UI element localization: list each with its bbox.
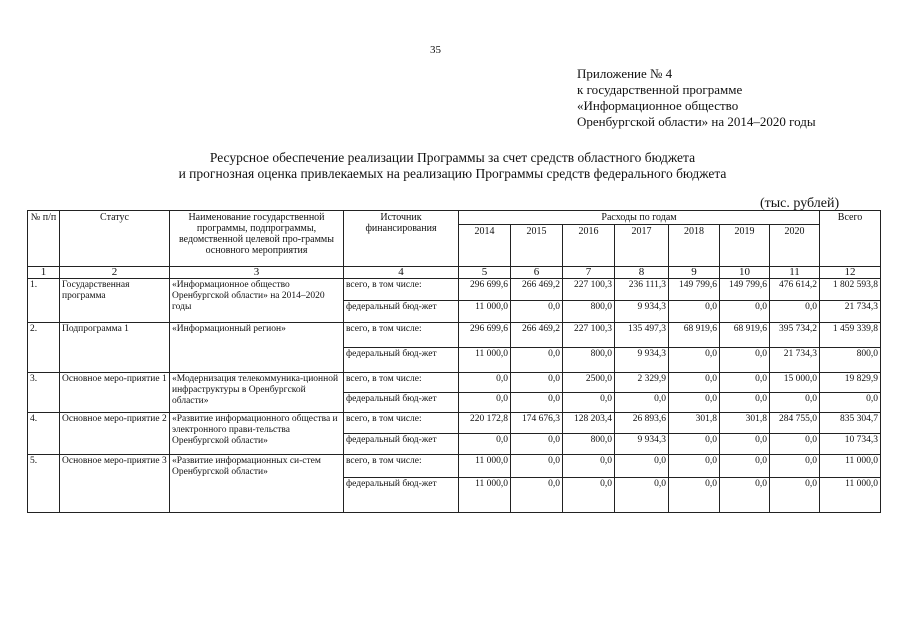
col-index: 9	[669, 267, 720, 279]
row-status: Основное меро-приятие 3	[60, 455, 170, 513]
row-year-value: 128 203,4	[563, 413, 615, 434]
row-num: 1.	[28, 279, 60, 323]
col-index: 10	[720, 267, 770, 279]
row-year-value: 0,0	[511, 455, 563, 478]
row-year-value: 0,0	[459, 373, 511, 393]
row-status: Основное меро-приятие 1	[60, 373, 170, 413]
row-source: всего, в том числе:	[344, 455, 459, 478]
row-year-value: 800,0	[563, 434, 615, 455]
col-index: 5	[459, 267, 511, 279]
row-name: «Развитие информационных си-стем Оренбургской области»	[170, 455, 344, 513]
row-year-value: 174 676,3	[511, 413, 563, 434]
header-name: Наименование государственной программы, подпрограммы, ведомственной целевой про-граммы основного мероприятия	[170, 211, 344, 267]
row-year-value: 284 755,0	[770, 413, 820, 434]
row-source: всего, в том числе:	[344, 373, 459, 393]
row-year-value: 236 111,3	[615, 279, 669, 301]
row-year-value: 68 919,6	[720, 323, 770, 348]
row-year-value: 11 000,0	[459, 301, 511, 323]
row-year-value: 0,0	[511, 301, 563, 323]
row-year-value: 0,0	[770, 434, 820, 455]
row-year-value: 0,0	[669, 455, 720, 478]
row-total-value: 800,0	[820, 348, 881, 373]
row-source: федеральный бюд-жет	[344, 478, 459, 513]
row-total-value: 11 000,0	[820, 455, 881, 478]
row-num: 3.	[28, 373, 60, 413]
header-source: Источник финансирования	[344, 211, 459, 267]
table-row	[28, 413, 881, 434]
row-year-value: 476 614,2	[770, 279, 820, 301]
row-year-value: 0,0	[459, 434, 511, 455]
row-year-value: 0,0	[669, 348, 720, 373]
row-year-value: 0,0	[770, 393, 820, 413]
row-year-value: 135 497,3	[615, 323, 669, 348]
col-index: 11	[770, 267, 820, 279]
row-year-value: 0,0	[669, 434, 720, 455]
row-year-value: 0,0	[511, 373, 563, 393]
budget-table	[27, 210, 881, 513]
header-num: № п/п	[28, 211, 60, 267]
row-name: «Развитие информационного общества и электронного прави-тельства Оренбургской области»	[170, 413, 344, 455]
row-year-value: 301,8	[669, 413, 720, 434]
row-year-value: 2500,0	[563, 373, 615, 393]
row-source: федеральный бюд-жет	[344, 434, 459, 455]
row-name: «Модернизация телекоммуника-ционной инфраструктуры в Оренбургской области»	[170, 373, 344, 413]
row-total-value: 21 734,3	[820, 301, 881, 323]
column-index-row	[28, 267, 881, 279]
row-year-value: 0,0	[615, 455, 669, 478]
header-year: 2015	[511, 225, 563, 267]
row-year-value: 21 734,3	[770, 348, 820, 373]
row-year-value: 0,0	[720, 393, 770, 413]
col-index: 7	[563, 267, 615, 279]
col-index: 4	[344, 267, 459, 279]
header-status: Статус	[60, 211, 170, 267]
row-year-value: 395 734,2	[770, 323, 820, 348]
row-year-value: 26 893,6	[615, 413, 669, 434]
row-year-value: 68 919,6	[669, 323, 720, 348]
table-header-row	[28, 211, 881, 225]
row-year-value: 0,0	[770, 301, 820, 323]
row-num: 4.	[28, 413, 60, 455]
col-index: 6	[511, 267, 563, 279]
appendix-line: Оренбургской области» на 2014–2020 годы	[577, 114, 816, 129]
row-year-value: 0,0	[615, 478, 669, 513]
row-status: Подпрограмма 1	[60, 323, 170, 373]
header-year: 2019	[720, 225, 770, 267]
col-index: 12	[820, 267, 881, 279]
row-total-value: 19 829,9	[820, 373, 881, 393]
header-year: 2020	[770, 225, 820, 267]
row-year-value: 9 934,3	[615, 434, 669, 455]
row-year-value: 9 934,3	[615, 348, 669, 373]
header-year: 2016	[563, 225, 615, 267]
header-total: Всего	[820, 211, 881, 267]
row-year-value: 11 000,0	[459, 478, 511, 513]
row-year-value: 0,0	[563, 478, 615, 513]
table-row	[28, 323, 881, 348]
title-line: Ресурсное обеспечение реализации Программы за счет средств областного бюджета	[209, 150, 696, 165]
col-index: 3	[170, 267, 344, 279]
row-source: всего, в том числе:	[344, 279, 459, 301]
row-year-value: 0,0	[770, 478, 820, 513]
row-year-value: 0,0	[669, 393, 720, 413]
row-year-value: 11 000,0	[459, 348, 511, 373]
table-row	[28, 455, 881, 478]
row-total-value: 11 000,0	[820, 478, 881, 513]
table-row	[28, 279, 881, 301]
row-year-value: 0,0	[720, 455, 770, 478]
row-source: федеральный бюд-жет	[344, 393, 459, 413]
col-index: 2	[60, 267, 170, 279]
row-year-value: 227 100,3	[563, 279, 615, 301]
row-year-value: 0,0	[720, 348, 770, 373]
row-year-value: 227 100,3	[563, 323, 615, 348]
row-source: федеральный бюд-жет	[344, 301, 459, 323]
row-name: «Информационный регион»	[170, 323, 344, 373]
title-line: и прогнозная оценка привлекаемых на реализацию Программы средств федерального бюджета	[178, 166, 727, 181]
row-year-value: 266 469,2	[511, 279, 563, 301]
appendix-line: «Информационное общество	[577, 98, 739, 113]
row-year-value: 11 000,0	[459, 455, 511, 478]
row-year-value: 0,0	[511, 348, 563, 373]
row-year-value: 0,0	[720, 373, 770, 393]
appendix-caption	[577, 66, 816, 130]
row-status: Государственная программа	[60, 279, 170, 323]
row-year-value: 0,0	[563, 393, 615, 413]
row-total-value: 1 802 593,8	[820, 279, 881, 301]
row-year-value: 301,8	[720, 413, 770, 434]
header-year: 2018	[669, 225, 720, 267]
row-year-value: 800,0	[563, 348, 615, 373]
row-num: 2.	[28, 323, 60, 373]
row-status: Основное меро-приятие 2	[60, 413, 170, 455]
row-year-value: 0,0	[770, 455, 820, 478]
row-year-value: 0,0	[459, 393, 511, 413]
row-year-value: 220 172,8	[459, 413, 511, 434]
row-total-value: 835 304,7	[820, 413, 881, 434]
row-source: всего, в том числе:	[344, 323, 459, 348]
page-number: 35	[430, 44, 441, 56]
row-year-value: 149 799,6	[669, 279, 720, 301]
row-year-value: 0,0	[669, 478, 720, 513]
row-year-value: 266 469,2	[511, 323, 563, 348]
row-year-value: 2 329,9	[615, 373, 669, 393]
row-source: федеральный бюд-жет	[344, 348, 459, 373]
row-year-value: 0,0	[511, 478, 563, 513]
header-year: 2017	[615, 225, 669, 267]
units-label: (тыс. рублей)	[760, 196, 840, 211]
row-total-value: 0,0	[820, 393, 881, 413]
row-year-value: 0,0	[720, 301, 770, 323]
row-year-value: 0,0	[563, 455, 615, 478]
row-year-value: 0,0	[511, 393, 563, 413]
row-source: всего, в том числе:	[344, 413, 459, 434]
col-index: 1	[28, 267, 60, 279]
row-year-value: 800,0	[563, 301, 615, 323]
row-year-value: 15 000,0	[770, 373, 820, 393]
header-year: 2014	[459, 225, 511, 267]
row-year-value: 0,0	[669, 301, 720, 323]
row-year-value: 0,0	[720, 478, 770, 513]
row-year-value: 149 799,6	[720, 279, 770, 301]
document-title	[0, 150, 905, 182]
table-row	[28, 373, 881, 393]
appendix-line: Приложение № 4	[577, 66, 673, 81]
row-year-value: 0,0	[669, 373, 720, 393]
row-name: «Информационное общество Оренбургской области» на 2014–2020 годы	[170, 279, 344, 323]
row-year-value: 0,0	[511, 434, 563, 455]
row-total-value: 1 459 339,8	[820, 323, 881, 348]
row-year-value: 296 699,6	[459, 279, 511, 301]
row-num: 5.	[28, 455, 60, 513]
row-year-value: 296 699,6	[459, 323, 511, 348]
header-expenses: Расходы по годам	[459, 211, 820, 225]
appendix-line: к государственной программе	[577, 82, 743, 97]
row-year-value: 9 934,3	[615, 301, 669, 323]
row-total-value: 10 734,3	[820, 434, 881, 455]
row-year-value: 0,0	[615, 393, 669, 413]
row-year-value: 0,0	[720, 434, 770, 455]
col-index: 8	[615, 267, 669, 279]
